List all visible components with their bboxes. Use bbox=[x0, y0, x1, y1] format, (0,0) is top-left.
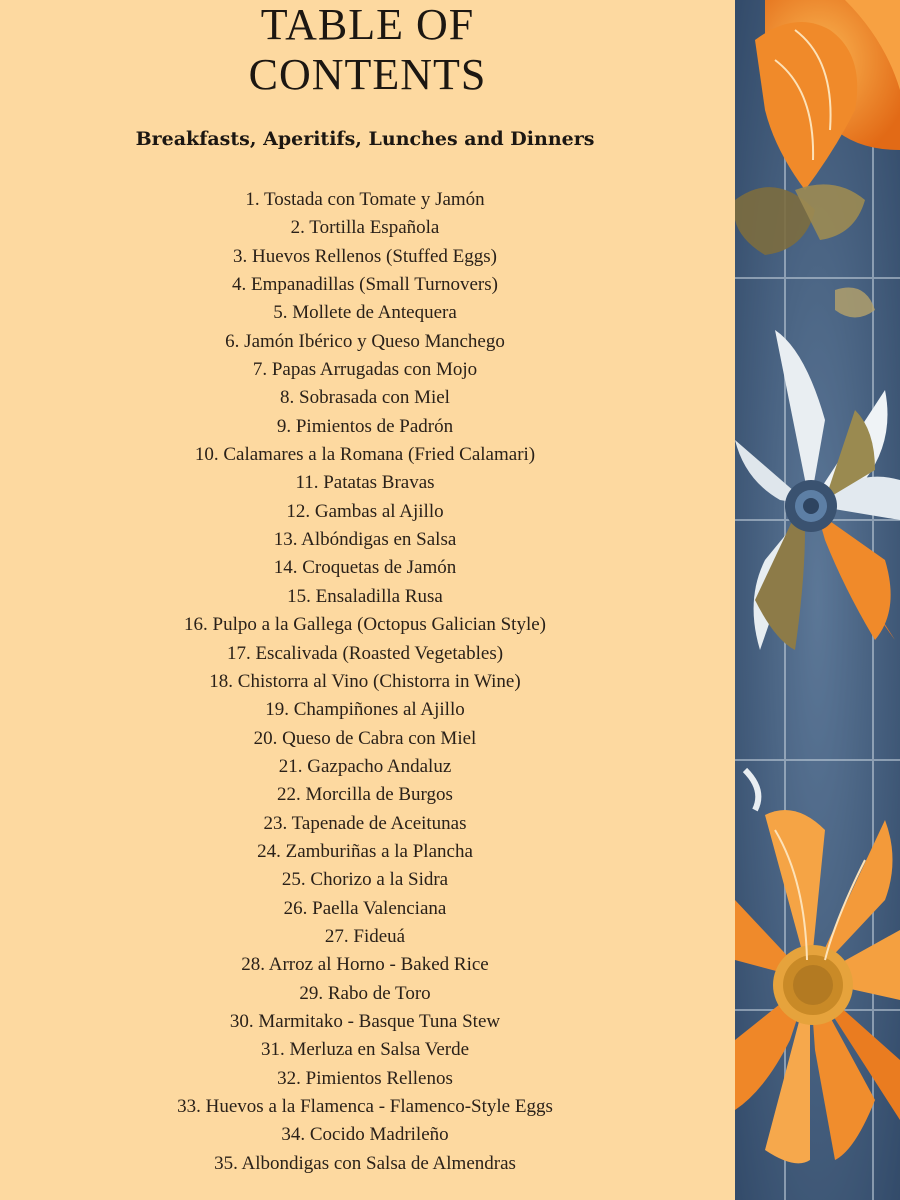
toc-entry: 34. Cocido Madrileño bbox=[281, 1124, 449, 1146]
toc-entry: 22. Morcilla de Burgos bbox=[277, 784, 453, 806]
toc-entry: 24. Zamburiñas a la Plancha bbox=[257, 840, 473, 862]
watercolor-flower-illustration bbox=[735, 0, 900, 1200]
toc-entry: 7. Papas Arrugadas con Mojo bbox=[252, 359, 478, 381]
toc-entry: 35. Albondigas con Salsa de Almendras bbox=[214, 1152, 516, 1174]
toc-entry: 25. Chorizo a la Sidra bbox=[281, 869, 449, 891]
toc-entry: 12. Gambas al Ajillo bbox=[286, 500, 444, 522]
toc-entry: 21. Gazpacho Andaluz bbox=[278, 755, 452, 777]
toc-entry: 1. Tostada con Tomate y Jamón bbox=[245, 189, 485, 210]
toc-entry: 11. Patatas Bravas bbox=[295, 472, 435, 494]
toc-entry: 14. Croquetas de Jamón bbox=[273, 557, 457, 579]
page-title-line-1: TABLE OF bbox=[260, 0, 475, 49]
toc-entry: 17. Escalivada (Roasted Vegetables) bbox=[226, 642, 504, 664]
toc-list bbox=[0, 186, 730, 1178]
toc-entry: 28. Arroz al Horno - Baked Rice bbox=[241, 954, 489, 976]
toc-entry: 18. Chistorra al Vino (Chistorra in Wine) bbox=[209, 670, 521, 692]
toc-entry: 4. Empanadillas (Small Turnovers) bbox=[232, 274, 498, 296]
toc-entry: 9. Pimientos de Padrón bbox=[276, 415, 454, 437]
toc-entry: 30. Marmitako - Basque Tuna Stew bbox=[229, 1010, 501, 1032]
toc-entry: 8. Sobrasada con Miel bbox=[280, 387, 450, 409]
toc-entry: 29. Rabo de Toro bbox=[299, 982, 431, 1004]
toc-entry: 26. Paella Valenciana bbox=[283, 897, 447, 919]
toc-entry: 20. Queso de Cabra con Miel bbox=[253, 727, 477, 749]
floral-tile-border bbox=[735, 0, 900, 1200]
toc-entry: 16. Pulpo a la Gallega (Octopus Galician Style) bbox=[184, 614, 546, 636]
toc-entry: 13. Albóndigas en Salsa bbox=[273, 529, 457, 551]
toc-entry: 3. Huevos Rellenos (Stuffed Eggs) bbox=[232, 245, 498, 267]
section-subtitle: Breakfasts, Aperitifs, Lunches and Dinners bbox=[135, 128, 595, 150]
toc-entry: 32. Pimientos Rellenos bbox=[277, 1067, 453, 1089]
toc-entry: 5. Mollete de Antequera bbox=[273, 302, 457, 324]
page-title-line-2: CONTENTS bbox=[248, 50, 487, 99]
toc-entry: 31. Merluza en Salsa Verde bbox=[260, 1039, 470, 1061]
toc-entry: 2. Tortilla Española bbox=[290, 217, 440, 239]
toc-entry: 10. Calamares a la Romana (Fried Calamari) bbox=[194, 444, 536, 466]
toc-entry: 33. Huevos a la Flamenca - Flamenco-Style Eggs bbox=[177, 1096, 553, 1117]
toc-entry: 23. Tapenade de Aceitunas bbox=[263, 812, 467, 834]
toc-entry: 27. Fideuá bbox=[324, 925, 406, 947]
toc-entry: 15. Ensaladilla Rusa bbox=[287, 585, 443, 607]
toc-entry: 6. Jamón Ibérico y Queso Manchego bbox=[225, 330, 505, 352]
toc-entry: 19. Champiñones al Ajillo bbox=[265, 699, 465, 721]
